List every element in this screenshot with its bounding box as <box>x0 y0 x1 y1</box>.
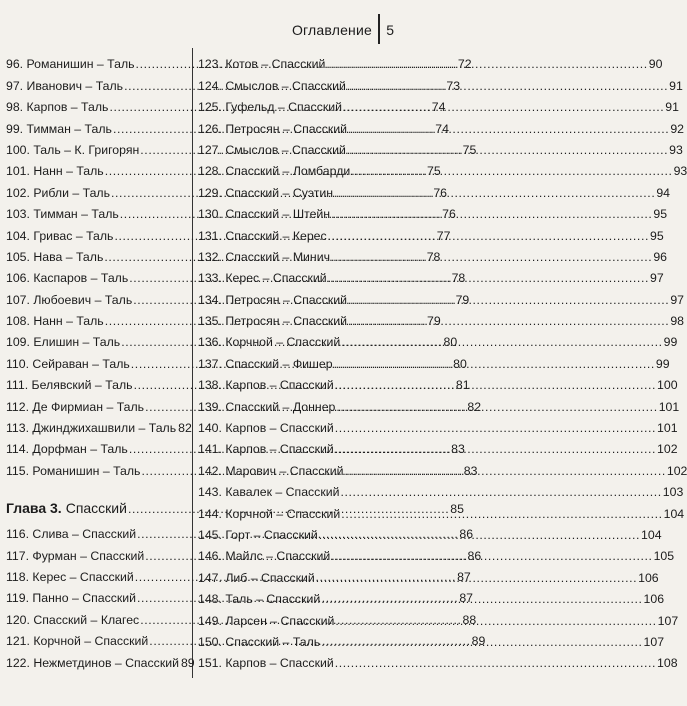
entry-page: 107 <box>657 613 679 628</box>
entry-page: 94 <box>656 185 671 200</box>
entry-page: 81 <box>455 378 470 393</box>
entry-title: 132. Спасский – Минич <box>198 249 330 264</box>
entry-page: 92 <box>670 121 685 136</box>
entry-title: 112. Де Фирмиан – Таль <box>6 399 145 414</box>
entry-page: 95 <box>653 207 668 222</box>
entry-title: 97. Иванович – Таль <box>6 78 124 93</box>
entry-title: 110. Сейраван – Таль <box>6 356 130 371</box>
entry-page: 90 <box>648 57 663 72</box>
dot-leader <box>347 143 668 157</box>
entry-title: 144. Корчной – Спасский <box>198 506 341 521</box>
entry-page: 75 <box>462 142 477 157</box>
entry-page: 83 <box>463 463 478 478</box>
entry-page: 77 <box>436 228 451 243</box>
entry-title: 103. Тимман – Таль <box>6 207 119 222</box>
dot-leader <box>343 100 664 114</box>
entry-page: 96 <box>653 249 668 264</box>
entry-page: 93 <box>669 142 683 157</box>
entry-page: 86 <box>467 548 482 563</box>
entry-page: 86 <box>459 527 474 542</box>
dot-leader <box>348 122 669 136</box>
entry-title: 102. Рибли – Таль <box>6 185 111 200</box>
entry-title: 99. Тимман – Таль <box>6 121 112 136</box>
entry-page: 74 <box>435 121 449 136</box>
dot-leader <box>341 335 662 349</box>
entry-page: 73 <box>446 78 461 93</box>
entry-page: 89 <box>180 655 195 670</box>
entry-title: 120. Спасский – Клагес <box>6 612 140 627</box>
entry-page: 93 <box>673 164 687 179</box>
entry-page: 106 <box>643 592 665 607</box>
entry-title: 113. Джинджихашвили – Таль <box>6 421 177 436</box>
dot-leader <box>335 442 656 456</box>
toc-entry <box>6 648 195 670</box>
entry-page: 78 <box>451 271 466 286</box>
entry-page: 97 <box>670 292 685 307</box>
entry-title: 142. Марович – Спасский <box>198 463 344 478</box>
entry-title: 105. Нава – Таль <box>6 249 104 264</box>
entry-title: 150. Спасский – Таль <box>198 634 321 649</box>
entry-title: 140. Карпов – Спасский <box>198 421 334 436</box>
dot-leader <box>341 507 662 521</box>
header-rule <box>378 14 380 44</box>
dot-leader <box>328 229 649 243</box>
page-number: 5 <box>386 22 394 38</box>
entry-title: 135. Петросян – Спасский <box>198 314 347 329</box>
entry-page: 75 <box>427 164 441 179</box>
entry-title: 128. Спасский – Ломбарди <box>198 164 351 179</box>
dot-leader <box>351 164 672 178</box>
entry-page: 89 <box>471 634 486 649</box>
entry-title: 133. Керес – Спасский <box>198 271 327 286</box>
entry-page: 91 <box>669 78 683 93</box>
dot-leader <box>347 79 668 93</box>
entry-page: 72 <box>457 57 472 72</box>
dot-leader <box>345 464 666 478</box>
entry-page: 76 <box>442 207 456 222</box>
dot-leader <box>321 592 642 606</box>
entry-page: 87 <box>457 569 471 584</box>
dot-leader <box>331 207 652 221</box>
entry-title: 115. Романишин – Таль <box>6 463 141 478</box>
entry-page: 82 <box>467 399 482 414</box>
entry-page: 79 <box>427 314 441 329</box>
entry-page: 108 <box>657 656 678 671</box>
entry-page: 88 <box>462 612 477 627</box>
entry-title: 107. Любоевич – Таль <box>6 292 133 307</box>
entry-page: 102 <box>657 442 678 457</box>
dot-leader <box>328 271 649 285</box>
entry-title: 100. Таль – К. Григорян <box>6 142 140 157</box>
dot-leader <box>321 635 642 649</box>
entry-page: 87 <box>459 591 474 606</box>
entry-page: 80 <box>443 335 458 350</box>
dot-leader <box>340 485 661 499</box>
entry-page: 103 <box>662 485 684 500</box>
entry-page: 80 <box>453 356 467 371</box>
entry-page: 78 <box>426 249 441 264</box>
entry-title: 118. Керес – Спасский <box>6 569 134 584</box>
entry-title: 121. Корчной – Спасский <box>6 634 149 649</box>
entry-title: 136. Корчной – Спасский <box>198 335 341 350</box>
chapter-page: 85 <box>450 501 464 516</box>
entry-title: 149. Ларсен – Спасский <box>198 613 335 628</box>
entry-page: 91 <box>665 100 679 115</box>
entry-title: 122. Нежметдинов – Спасский <box>6 655 179 670</box>
entry-title: 124. Смыслов – Спасский <box>198 78 346 93</box>
entry-title: 143. Кавалек – Спасский <box>198 485 340 500</box>
toc-entry <box>198 478 684 500</box>
entry-title: 108. Нанн – Таль <box>6 314 104 329</box>
dot-leader <box>331 549 652 563</box>
entry-page: 76 <box>433 185 448 200</box>
entry-page: 107 <box>643 634 665 649</box>
entry-title: 114. Дорфман – Таль <box>6 442 128 457</box>
toc-entry <box>198 414 678 436</box>
entry-page: 74 <box>431 100 446 115</box>
dot-leader <box>335 656 656 670</box>
toc-entry <box>6 414 190 435</box>
toc-entry <box>198 649 678 671</box>
entry-title: 151. Карпов – Спасский <box>198 656 334 671</box>
dot-leader <box>348 314 669 328</box>
entry-title: 139. Спасский – Доннер <box>198 399 336 414</box>
entry-page: 99 <box>655 356 670 371</box>
chapter-title: Спасский <box>65 499 127 516</box>
entry-page: 105 <box>653 549 675 564</box>
entry-title: 111. Белявский – Таль <box>6 378 133 393</box>
dot-leader <box>335 421 656 435</box>
entry-title: 117. Фурман – Спасский <box>6 548 145 563</box>
entry-title: 123. Котов – Спасский <box>198 57 326 72</box>
dot-leader <box>348 293 669 307</box>
entry-page: 99 <box>663 335 678 350</box>
entry-title: 145. Горт – Спасский <box>198 527 318 542</box>
entry-page: 106 <box>638 570 659 585</box>
entry-title: 96. Романишин – Таль <box>6 57 135 72</box>
entry-title: 146. Майлс – Спасский <box>198 549 331 564</box>
entry-title: 137. Спасский – Фишер <box>198 356 333 371</box>
entry-title: 126. Петросян – Спасский <box>198 121 347 136</box>
dot-leader <box>335 378 656 392</box>
dot-leader <box>334 357 655 371</box>
entry-page: 82 <box>178 421 192 436</box>
dot-leader <box>336 400 657 414</box>
entry-title: 134. Петросян – Спасский <box>198 292 347 307</box>
dot-leader <box>334 186 655 200</box>
dot-leader <box>316 571 637 585</box>
entry-title: 104. Гривас – Таль <box>6 228 114 243</box>
entry-page: 79 <box>455 292 470 307</box>
entry-title: 131. Спасский – Керес <box>198 228 327 243</box>
entry-title: 106. Каспаров – Таль <box>6 271 129 286</box>
page-header <box>190 14 450 46</box>
entry-page: 104 <box>663 506 685 521</box>
entry-page: 83 <box>451 442 465 457</box>
entry-page: 95 <box>649 228 664 243</box>
dot-leader <box>331 250 652 264</box>
entry-page: 101 <box>657 421 678 436</box>
entry-page: 101 <box>658 399 680 414</box>
entry-page: 100 <box>657 378 678 393</box>
entry-title: 147. Либ – Спасский <box>198 570 315 585</box>
entry-title: 119. Панно – Спасский <box>6 591 136 606</box>
dot-leader <box>326 57 647 71</box>
dot-leader <box>335 614 656 628</box>
entry-title: 98. Карпов – Таль <box>6 100 109 115</box>
entry-title: 129. Спасский – Суэтин <box>198 185 334 200</box>
entry-title: 109. Елишин – Таль <box>6 335 121 350</box>
entry-title: 101. Нанн – Таль <box>6 164 104 179</box>
entry-title: 116. Слива – Спасский <box>6 527 137 542</box>
entry-title: 127. Смыслов – Спасский <box>198 142 346 157</box>
entry-page: 104 <box>641 527 662 542</box>
section-spacer <box>6 478 190 488</box>
dot-leader <box>319 528 640 542</box>
chapter-label: Глава 3. <box>6 499 62 516</box>
running-title: Оглавление <box>291 22 372 38</box>
entry-page: 97 <box>649 271 664 286</box>
entry-title: 125. Гуфельд – Спасский <box>198 100 342 115</box>
entry-title: 130. Спасский – Штейн <box>198 207 331 222</box>
entry-page: 98 <box>670 314 685 329</box>
entry-title: 141. Карпов – Спасский <box>198 442 334 457</box>
entry-page: 102 <box>666 463 687 478</box>
entry-title: 138. Карпов – Спасский <box>198 378 334 393</box>
entry-title: 148. Таль – Спасский <box>198 592 321 607</box>
